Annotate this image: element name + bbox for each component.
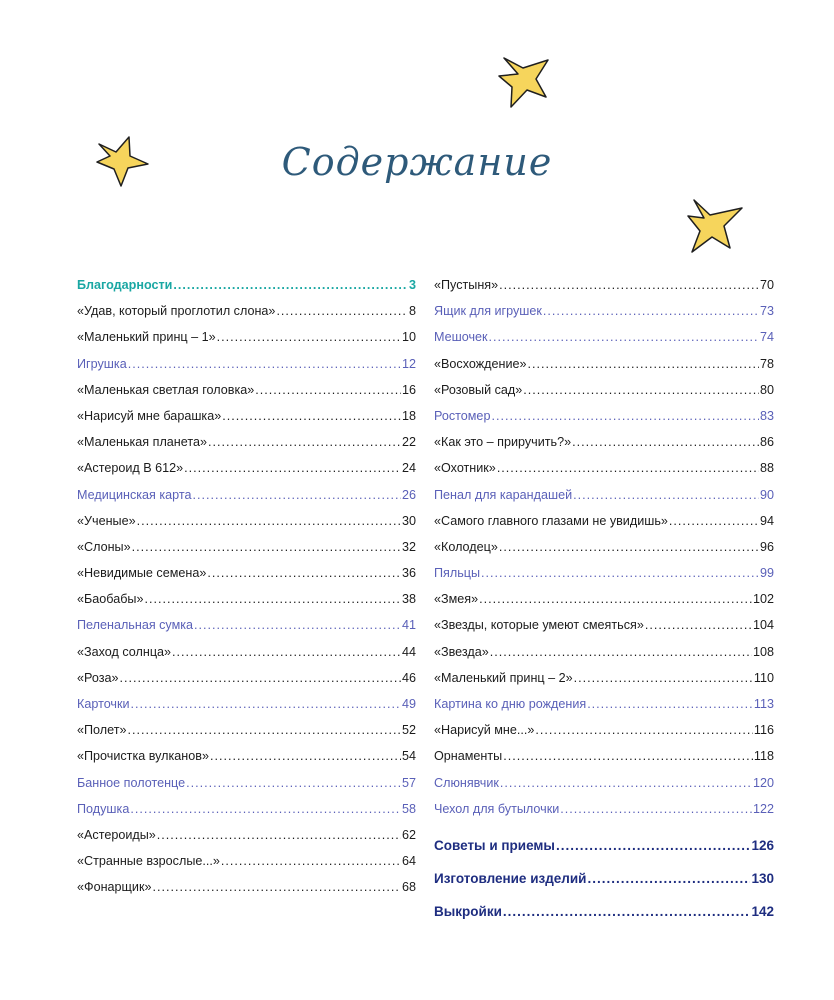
toc-entry[interactable] <box>434 409 774 435</box>
toc-entry-title: Пяльцы <box>434 566 481 581</box>
toc-entry[interactable] <box>77 304 416 330</box>
toc-entry-page: 99 <box>759 566 774 581</box>
toc-entry[interactable] <box>434 540 774 566</box>
toc-entry-page: 96 <box>759 539 774 554</box>
toc-leader-dots <box>560 802 752 816</box>
toc-entry-page: 12 <box>401 356 416 371</box>
toc-entry-page: 68 <box>401 880 416 895</box>
toc-right-column <box>434 278 774 937</box>
toc-entry-title: «Змея» <box>434 592 479 607</box>
toc-entry[interactable] <box>77 383 416 409</box>
toc-entry-page: 94 <box>759 513 774 528</box>
toc-entry[interactable] <box>434 749 774 775</box>
toc-leader-dots <box>491 409 759 423</box>
toc-entry[interactable] <box>77 697 416 723</box>
toc-entry-title: «Маленький принц – 1» <box>77 330 216 345</box>
toc-entry[interactable] <box>434 304 774 330</box>
toc-entry[interactable] <box>77 330 416 356</box>
toc-entry-page: 116 <box>753 723 774 738</box>
toc-leader-dots <box>523 383 759 397</box>
toc-leader-dots <box>500 776 752 790</box>
toc-entry-title: «Астероид В 612» <box>77 461 184 476</box>
toc-entry-title: «Маленький принц – 2» <box>434 670 573 685</box>
toc-leader-dots <box>208 435 401 449</box>
toc-left-column <box>77 278 416 907</box>
toc-entry-title: Пеленальная сумка <box>77 618 194 633</box>
toc-entry-title: Мешочек <box>434 330 488 345</box>
toc-entry[interactable] <box>434 278 774 304</box>
toc-entry[interactable] <box>434 904 774 937</box>
toc-entry-page: 90 <box>759 487 774 502</box>
toc-entry-page: 26 <box>401 487 416 502</box>
star-icon <box>496 52 558 112</box>
toc-entry-title: Орнаменты <box>434 749 503 764</box>
toc-leader-dots <box>120 671 401 685</box>
toc-entry-page: 118 <box>753 749 774 764</box>
toc-entry-page: 113 <box>753 697 774 711</box>
toc-leader-dots <box>276 304 408 318</box>
toc-entry-page: 83 <box>759 408 774 423</box>
toc-entry[interactable] <box>77 278 416 304</box>
toc-entry-title: «Восхождение» <box>434 356 527 371</box>
toc-entry[interactable] <box>77 776 416 802</box>
toc-entry[interactable] <box>434 435 774 461</box>
toc-entry[interactable] <box>77 880 416 906</box>
toc-entry-title: «Охотник» <box>434 461 496 476</box>
toc-entry[interactable] <box>77 488 416 514</box>
toc-entry-title: «Роза» <box>77 670 119 685</box>
toc-leader-dots <box>528 357 759 371</box>
toc-entry[interactable] <box>434 697 774 723</box>
toc-entry[interactable] <box>77 461 416 487</box>
toc-entry-page: 88 <box>759 461 774 476</box>
toc-entry[interactable] <box>434 383 774 409</box>
toc-entry[interactable] <box>434 461 774 487</box>
toc-entry[interactable] <box>77 592 416 618</box>
toc-entry[interactable] <box>434 566 774 592</box>
toc-leader-dots <box>489 330 759 344</box>
toc-leader-dots <box>587 697 753 711</box>
toc-leader-dots <box>173 278 408 292</box>
toc-entry-page: 3 <box>408 278 416 292</box>
toc-entry-title: «Странные взрослые...» <box>77 854 220 869</box>
toc-entry[interactable] <box>434 592 774 618</box>
toc-entry-page: 110 <box>753 670 774 685</box>
toc-entry-page: 104 <box>752 618 774 633</box>
toc-entry[interactable] <box>434 357 774 383</box>
toc-entry[interactable] <box>77 723 416 749</box>
toc-entry-title: «Прочистка вулканов» <box>77 749 209 764</box>
toc-entry-title: «Баобабы» <box>77 592 144 607</box>
toc-leader-dots <box>543 304 759 318</box>
toc-leader-dots <box>255 383 401 397</box>
toc-entry[interactable] <box>77 357 416 383</box>
toc-entry-page: 130 <box>751 870 774 886</box>
toc-leader-dots <box>193 488 401 502</box>
toc-entry-title: Игрушка <box>77 356 127 371</box>
toc-leader-dots <box>221 854 401 868</box>
toc-entry[interactable] <box>77 540 416 566</box>
toc-entry[interactable] <box>77 802 416 828</box>
toc-entry-page: 108 <box>752 644 774 659</box>
toc-entry-title: Карточки <box>77 697 130 711</box>
toc-entry-title: «Звезды, которые умеют смеяться» <box>434 618 644 633</box>
toc-entry[interactable] <box>77 514 416 540</box>
toc-entry-page: 24 <box>401 461 416 476</box>
toc-entry[interactable] <box>77 854 416 880</box>
toc-leader-dots <box>210 749 401 763</box>
toc-leader-dots <box>669 514 759 528</box>
toc-entry[interactable] <box>77 618 416 644</box>
toc-entry-title: «Самого главного глазами не увидишь» <box>434 513 668 528</box>
toc-leader-dots <box>194 618 401 632</box>
toc-leader-dots <box>503 749 753 763</box>
toc-leader-dots <box>499 540 759 554</box>
toc-leader-dots <box>479 592 752 606</box>
toc-leader-dots <box>645 618 752 632</box>
toc-leader-dots <box>128 723 401 737</box>
toc-entry[interactable] <box>434 330 774 356</box>
toc-leader-dots <box>186 776 401 790</box>
toc-entry-title: «Розовый сад» <box>434 382 523 397</box>
toc-leader-dots <box>481 566 759 580</box>
toc-entry-page: 41 <box>401 618 416 633</box>
toc-entry-page: 74 <box>759 330 774 345</box>
toc-entry-page: 122 <box>752 801 774 816</box>
toc-leader-dots <box>184 461 401 475</box>
toc-entry[interactable] <box>77 566 416 592</box>
toc-entry[interactable] <box>434 802 774 828</box>
toc-entry-page: 142 <box>751 903 774 919</box>
toc-entry-title: Слюнявчик <box>434 775 499 790</box>
toc-leader-dots <box>573 488 759 502</box>
toc-entry-title: Советы и приемы <box>434 837 555 853</box>
toc-leader-dots <box>572 435 759 449</box>
toc-leader-dots <box>556 838 751 853</box>
toc-entry-page: 57 <box>401 775 416 790</box>
toc-entry-page: 32 <box>401 539 416 554</box>
toc-entry[interactable] <box>434 871 774 904</box>
toc-entry-page: 64 <box>401 854 416 869</box>
toc-entry[interactable] <box>77 749 416 775</box>
toc-entry[interactable] <box>434 488 774 514</box>
toc-entry-title: «Колодец» <box>434 539 498 554</box>
toc-entry-page: 44 <box>401 644 416 659</box>
toc-entry-page: 126 <box>751 837 774 853</box>
toc-entry-title: «Невидимые семена» <box>77 566 207 581</box>
toc-entry-title: «Фонарщик» <box>77 880 152 895</box>
toc-entry-title: Чехол для бутылочки <box>434 801 560 816</box>
toc-entry[interactable] <box>434 723 774 749</box>
toc-leader-dots <box>222 409 401 423</box>
page-title: Содержание <box>281 140 553 184</box>
toc-entry[interactable] <box>434 671 774 697</box>
toc-leader-dots <box>503 904 751 919</box>
toc-entry-page: 30 <box>401 513 416 528</box>
toc-entry-title: Банное полотенце <box>77 775 186 790</box>
toc-entry-page: 62 <box>401 827 416 842</box>
toc-entry-title: Благодарности <box>77 278 173 292</box>
toc-entry[interactable] <box>434 776 774 802</box>
toc-entry-title: «Маленькая планета» <box>77 435 207 450</box>
toc-leader-dots <box>131 697 401 711</box>
toc-entry[interactable] <box>434 514 774 540</box>
toc-entry-page: 120 <box>752 775 774 790</box>
star-icon <box>90 132 154 192</box>
toc-entry-title: Медицинская карта <box>77 487 192 502</box>
toc-entry[interactable] <box>77 409 416 435</box>
toc-leader-dots <box>144 592 401 606</box>
toc-entry-title: «Нарисуй мне...» <box>434 723 535 738</box>
toc-entry-title: Подушка <box>77 801 130 816</box>
toc-leader-dots <box>157 828 401 842</box>
toc-leader-dots <box>535 723 753 737</box>
toc-entry-page: 36 <box>401 566 416 581</box>
toc-entry-page: 52 <box>401 723 416 738</box>
toc-entry[interactable] <box>77 828 416 854</box>
toc-leader-dots <box>499 278 759 292</box>
toc-entry-page: 54 <box>401 749 416 764</box>
toc-entry-page: 58 <box>401 801 416 816</box>
toc-entry-title: «Заход солнца» <box>77 644 172 659</box>
toc-entry-title: Выкройки <box>434 903 502 919</box>
toc-leader-dots <box>130 802 401 816</box>
toc-entry-page: 86 <box>759 435 774 450</box>
toc-entry-page: 46 <box>401 670 416 685</box>
toc-entry-page: 70 <box>759 278 774 292</box>
toc-entry-title: «Удав, который проглотил слона» <box>77 304 276 319</box>
toc-entry-page: 22 <box>401 435 416 450</box>
toc-leader-dots <box>574 671 753 685</box>
toc-entry-title: «Слоны» <box>77 539 131 554</box>
toc-entry-page: 10 <box>401 330 416 345</box>
toc-leader-dots <box>207 566 401 580</box>
toc-entry-page: 16 <box>401 382 416 397</box>
toc-entry-title: Пенал для карандашей <box>434 487 573 502</box>
toc-entry-title: «Астероиды» <box>77 827 156 842</box>
toc-entry-page: 18 <box>401 408 416 423</box>
toc-entry-title: Изготовление изделий <box>434 870 587 886</box>
toc-entry-page: 78 <box>759 356 774 371</box>
toc-entry-title: Ростомер <box>434 408 491 423</box>
toc-entry-page: 49 <box>401 697 416 711</box>
toc-entry-title: «Маленькая светлая головка» <box>77 382 255 397</box>
toc-entry[interactable] <box>77 435 416 461</box>
toc-entry-title: Ящик для игрушек <box>434 304 542 319</box>
toc-entry[interactable] <box>434 645 774 671</box>
toc-entry-title: «Ученые» <box>77 513 136 528</box>
toc-entry-page: 8 <box>408 304 416 319</box>
toc-entry[interactable] <box>434 618 774 644</box>
toc-leader-dots <box>132 540 401 554</box>
toc-entry-title: «Звезда» <box>434 644 489 659</box>
toc-entry-title: Картина ко дню рождения <box>434 697 587 711</box>
toc-entry[interactable] <box>77 671 416 697</box>
toc-entry-title: «Полет» <box>77 723 127 738</box>
toc-entry[interactable] <box>77 645 416 671</box>
toc-leader-dots <box>172 645 401 659</box>
star-icon <box>684 196 750 260</box>
toc-entry-title: «Как это – приручить?» <box>434 435 572 450</box>
toc-leader-dots <box>137 514 401 528</box>
toc-leader-dots <box>217 330 401 344</box>
toc-leader-dots <box>587 871 750 886</box>
toc-entry-title: «Пустыня» <box>434 278 499 292</box>
toc-entry-page: 73 <box>759 304 774 319</box>
toc-entry[interactable] <box>434 838 774 871</box>
toc-leader-dots <box>497 461 759 475</box>
toc-entry-page: 80 <box>759 382 774 397</box>
toc-entry-page: 102 <box>752 592 774 607</box>
toc-entry-title: «Нарисуй мне барашка» <box>77 408 222 423</box>
section-gap <box>434 828 774 838</box>
toc-leader-dots <box>152 880 401 894</box>
toc-entry-page: 38 <box>401 592 416 607</box>
toc-leader-dots <box>490 645 752 659</box>
toc-leader-dots <box>128 357 401 371</box>
